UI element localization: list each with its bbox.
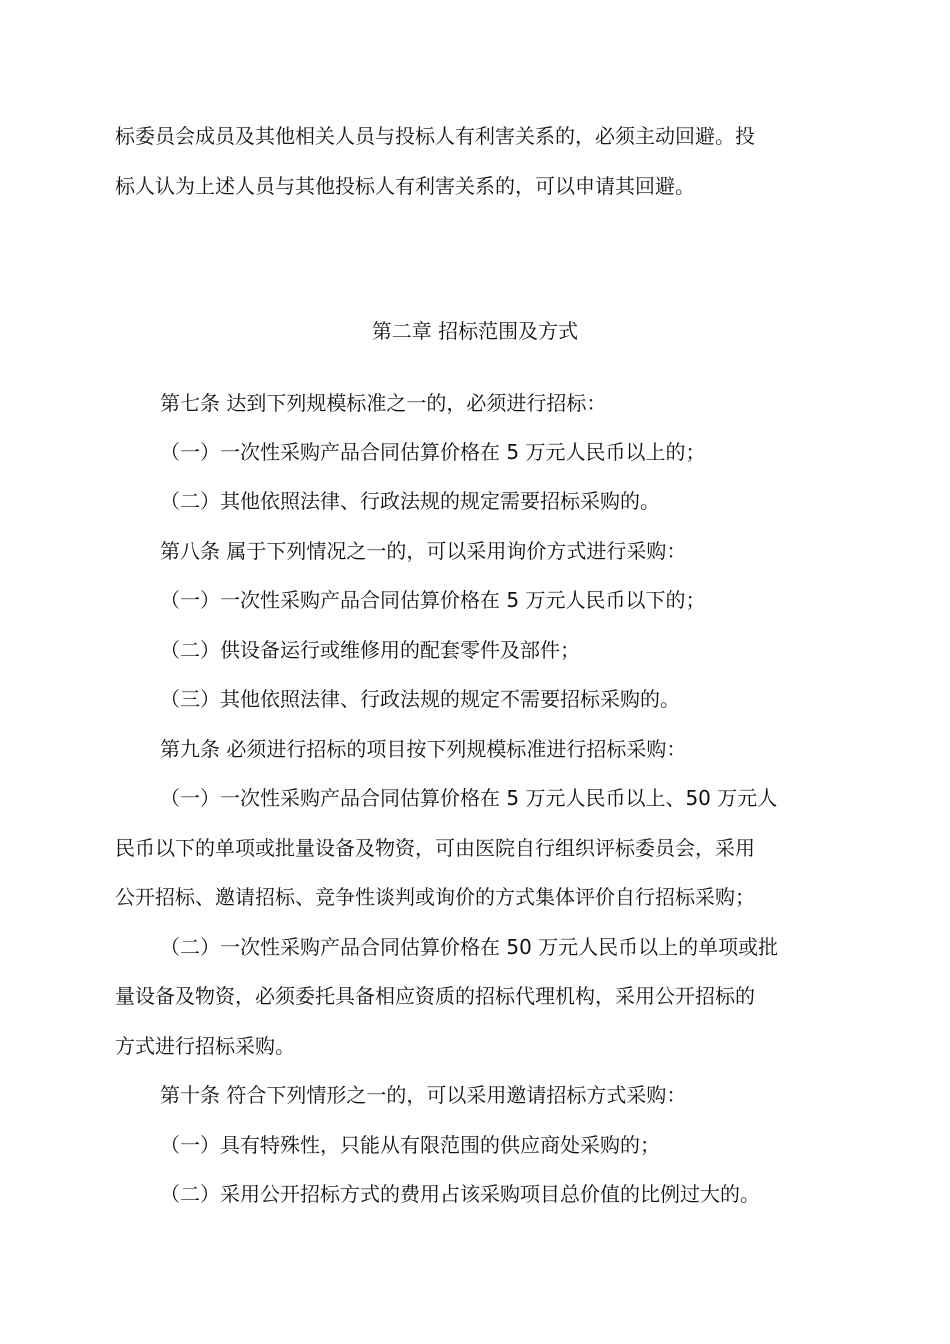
chapter-title: 第二章 招标范围及方式 [371, 319, 579, 343]
article-9-item-2-line-1: （二）一次性采购产品合同估算价格在 50 万元人民币以上的单项或批 [160, 935, 779, 959]
article-10: 第十条 符合下列情形之一的，可以采用邀请招标方式采购： [160, 1083, 687, 1107]
intro-line-2: 标人认为上述人员与其他投标人有利害关系的，可以申请其回避。 [115, 174, 695, 198]
article-7: 第七条 达到下列规模标准之一的，必须进行招标： [160, 391, 607, 415]
article-9-item-1-line-3: 公开招标、邀请招标、竞争性谈判或询价的方式集体评价自行招标采购； [115, 885, 755, 909]
intro-line-1: 标委员会成员及其他相关人员与投标人有利害关系的，必须主动回避。投 [115, 124, 755, 148]
article-10-item-2: （二）采用公开招标方式的费用占该采购项目总价值的比例过大的。 [160, 1182, 760, 1206]
article-10-item-1: （一）具有特殊性，只能从有限范围的供应商处采购的； [160, 1133, 660, 1157]
article-9-item-2-line-2: 量设备及物资，必须委托具备相应资质的招标代理机构，采用公开招标的 [115, 984, 755, 1008]
article-9-item-1-line-2: 民币以下的单项或批量设备及物资，可由医院自行组织评标委员会，采用 [115, 836, 755, 860]
article-9-item-1-line-1: （一）一次性采购产品合同估算价格在 5 万元人民币以上、50 万元人 [160, 786, 778, 810]
article-8-item-2: （二）供设备运行或维修用的配套零件及部件； [160, 638, 580, 662]
article-7-item-1: （一）一次性采购产品合同估算价格在 5 万元人民币以上的； [160, 440, 706, 464]
article-9: 第九条 必须进行招标的项目按下列规模标准进行招标采购： [160, 737, 687, 761]
article-8-item-3: （三）其他依照法律、行政法规的规定不需要招标采购的。 [160, 687, 680, 711]
article-9-item-2-line-3: 方式进行招标采购。 [115, 1034, 295, 1058]
article-7-item-2: （二）其他依照法律、行政法规的规定需要招标采购的。 [160, 489, 660, 513]
article-8-item-1: （一）一次性采购产品合同估算价格在 5 万元人民币以下的； [160, 588, 706, 612]
article-8: 第八条 属于下列情况之一的，可以采用询价方式进行采购： [160, 539, 687, 563]
